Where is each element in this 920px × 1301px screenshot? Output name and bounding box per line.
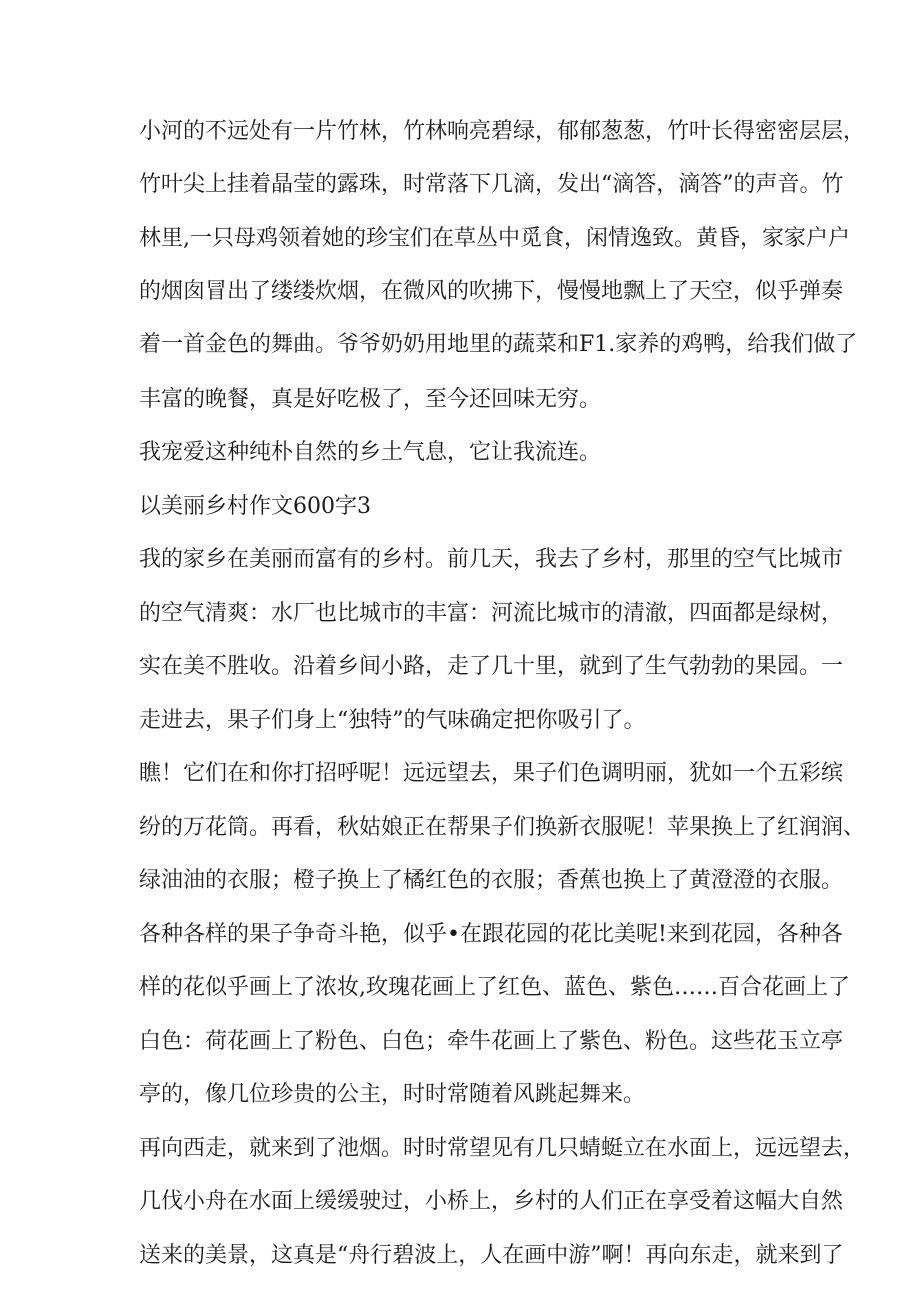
text-line: 几伐小舟在水面上缓缓驶过，小桥上，乡村的人们正在享受着这幅大自然	[139, 1189, 844, 1214]
text-line: 的烟囱冒出了缕缕炊烟，在微风的吹拂下，慢慢地飘上了天空，似乎弹奏	[139, 279, 844, 304]
text-line: 小河的不远处有一片竹林，竹林响亮碧绿，郁郁葱葱，竹叶长得密密层层，	[139, 119, 866, 144]
text-line: 纷的万花筒。再看，秋姑娘正在帮果子们换新衣服呢！苹果换上了红润润、	[139, 815, 866, 840]
text-line: 样的花似乎画上了浓妆,玫瑰花画上了红色、蓝色、紫色……百合花画上了	[139, 975, 850, 1000]
text-line: 走进去，果子们身上“独特”的气味确定把你吸引了。	[139, 708, 646, 733]
text-line: 瞧！它们在和你打招呼呢！远远望去，果子们色调明丽，犹如一个五彩缤	[139, 761, 844, 786]
text-line: 竹叶尖上挂着晶莹的露珠，时常落下几滴，发出“滴答，滴答”的声音。竹	[139, 172, 844, 197]
text-line: 我宠爱这种纯朴自然的乡土气息，它让我流连。	[139, 440, 602, 465]
text-line: 丰富的晚餐，真是好吃极了，至今还回味无穷。	[139, 387, 602, 412]
text-line: 着一首金色的舞曲。爷爷奶奶用地里的蔬菜和F1.家养的鸡鸭，给我们做了	[139, 332, 858, 357]
text-line: 亭的，像几位珍贵的公主，时时常随着风跳起舞来。	[139, 1082, 646, 1107]
text-line: 绿油油的衣服；橙子换上了橘红色的衣服；香蕉也换上了黄澄澄的衣服。	[139, 868, 844, 893]
text-line: 各种各样的果子争奇斗艳，似乎•在跟花园的花比美呢!来到花园，各种各	[139, 922, 843, 947]
text-line: 送来的美景，这真是“舟行碧波上，人在画中游”啊！再向东走，就来到了	[139, 1243, 844, 1268]
text-line: 的空气清爽：水厂也比城市的丰富：河流比城市的清澈，四面都是绿树，	[139, 601, 844, 626]
text-line: 再向西走，就来到了池烟。时时常望见有几只蜻蜓立在水面上，远远望去，	[139, 1136, 866, 1161]
text-line: 林里,一只母鸡领着她的珍宝们在草丛中觅食，闲情逸致。黄昏，家家户户	[139, 226, 850, 251]
text-line: 我的家乡在美丽而富有的乡村。前几天，我去了乡村，那里的空气比城市	[139, 547, 844, 572]
section-heading: 以美丽乡村作文600字3	[139, 494, 371, 519]
text-line: 白色：荷花画上了粉色、白色；牵牛花画上了紫色、粉色。这些花玉立亭	[139, 1029, 844, 1054]
text-line: 实在美不胜收。沿着乡间小路，走了几十里，就到了生气勃勃的果园。一	[139, 654, 844, 679]
